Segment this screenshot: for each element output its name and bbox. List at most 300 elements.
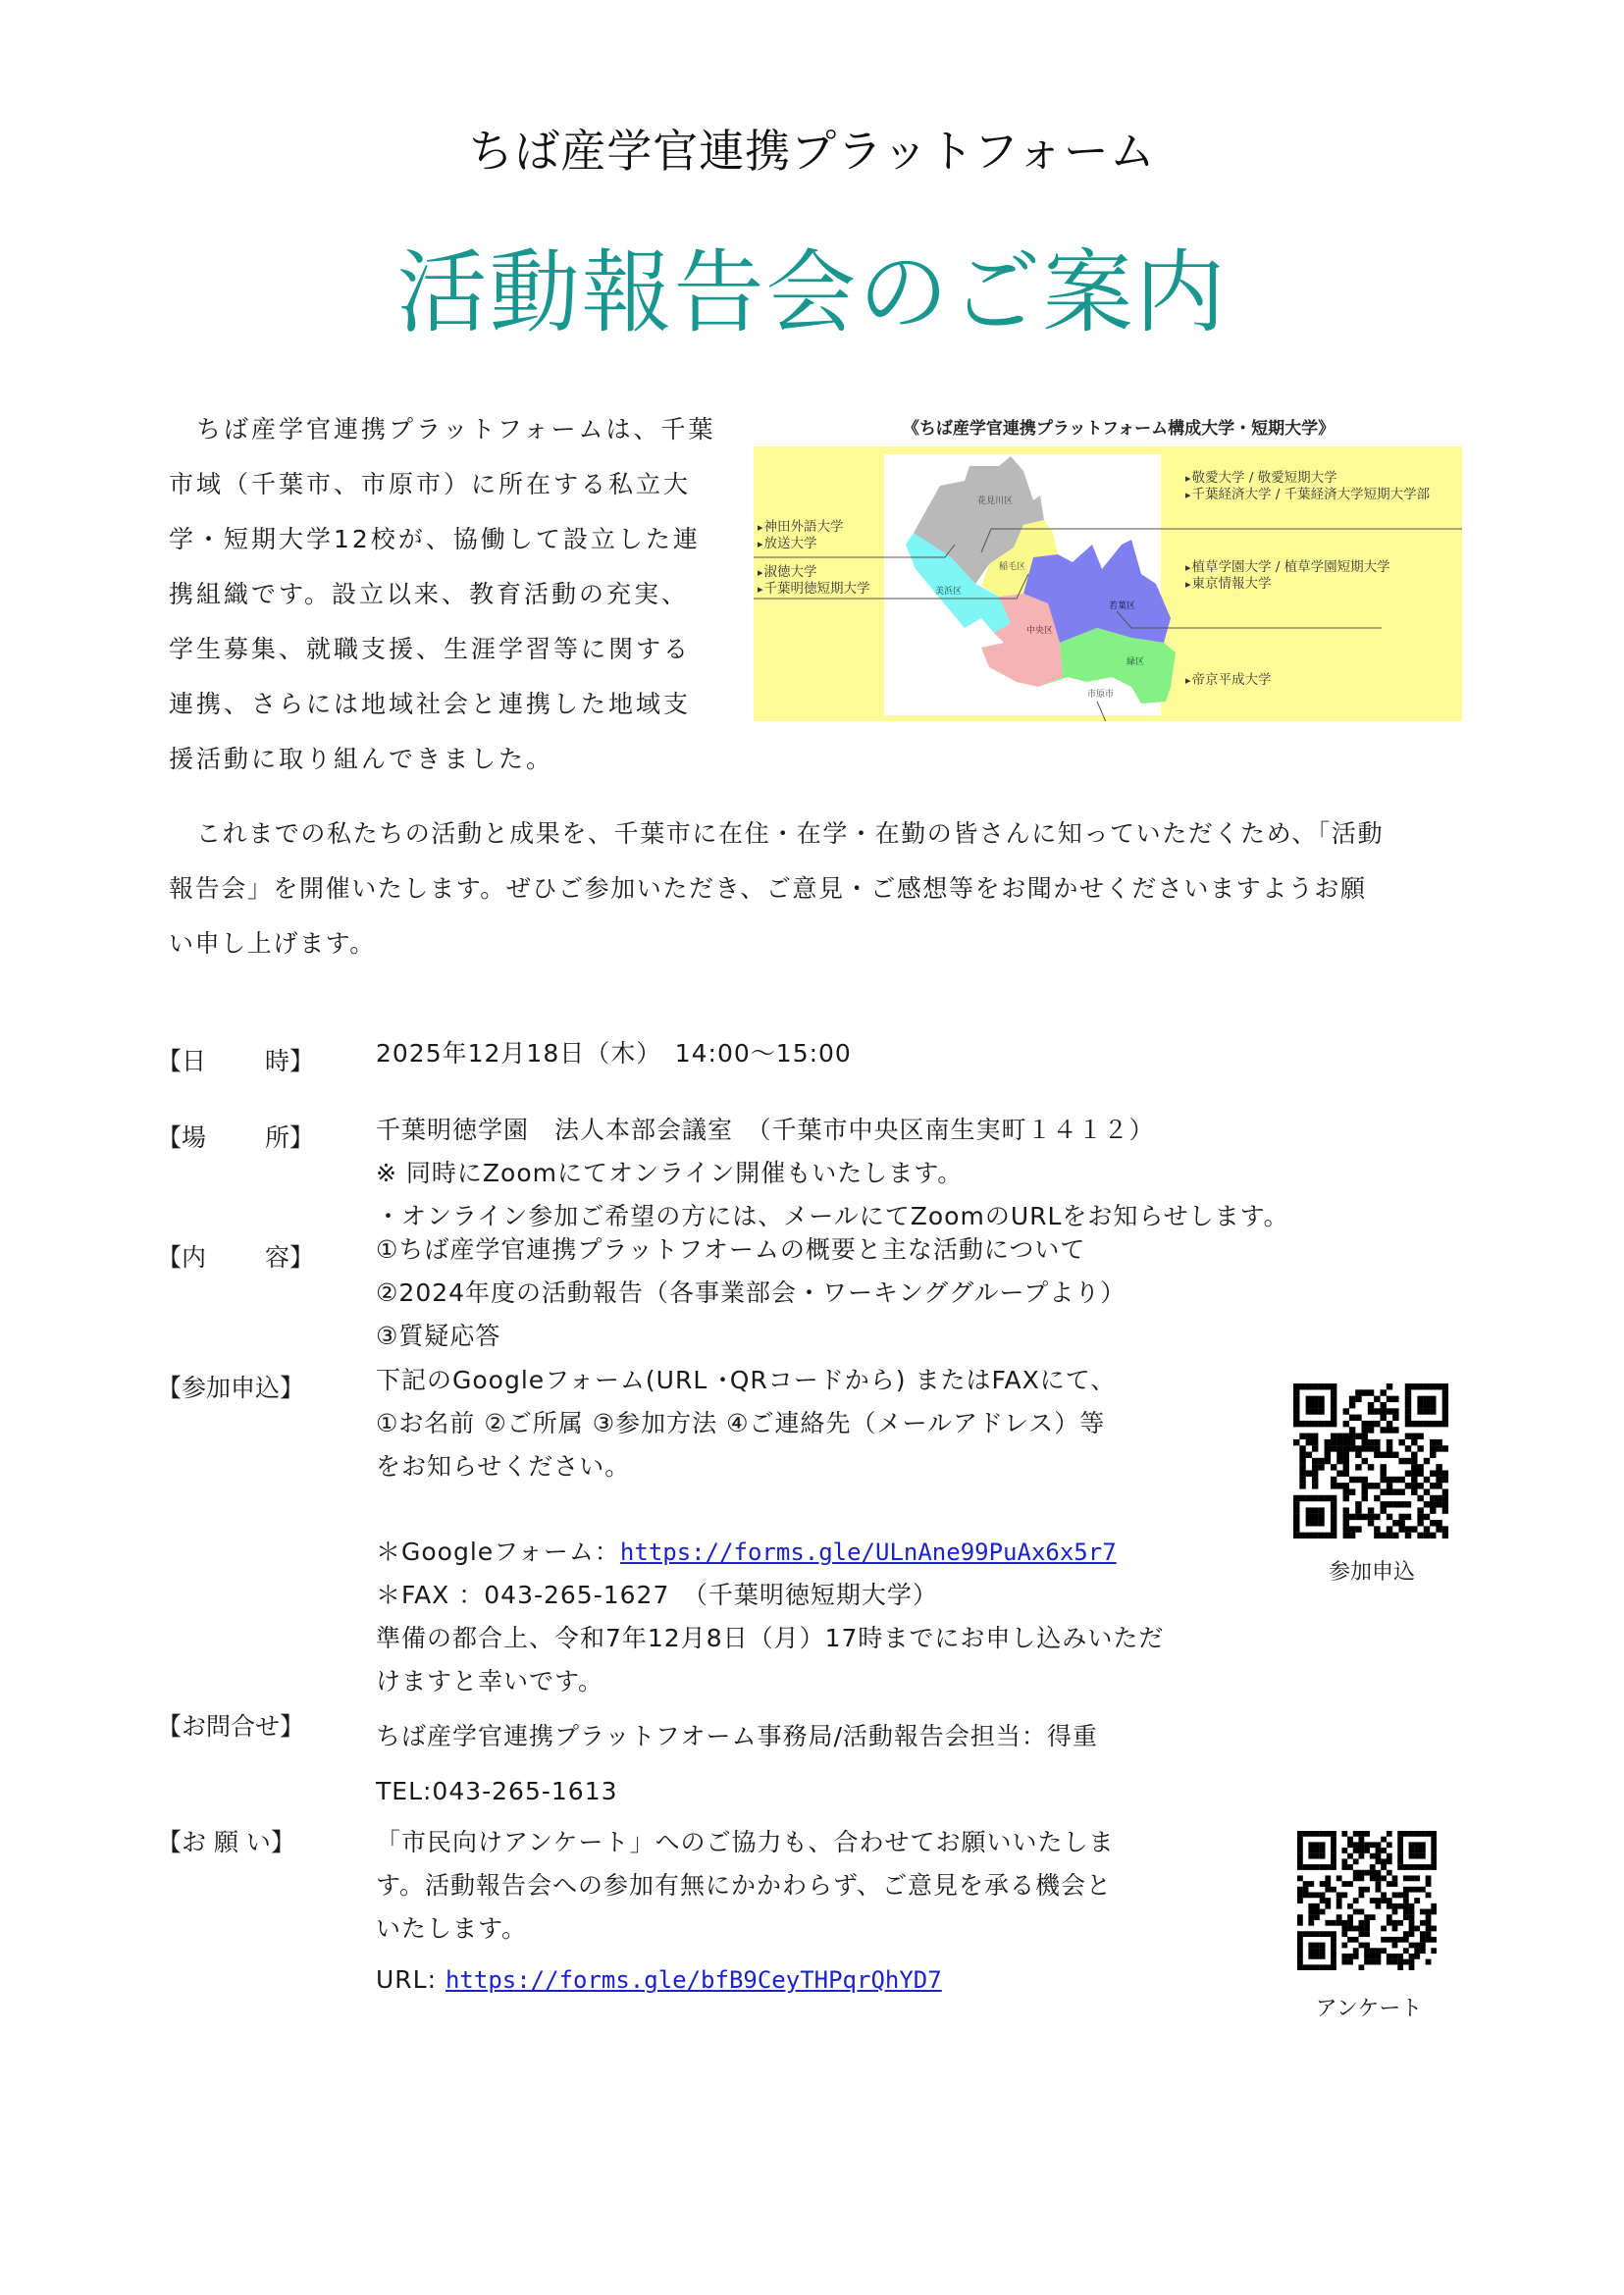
qr-module	[1403, 1892, 1409, 1898]
qr-module	[1381, 1864, 1387, 1870]
qr-module	[1353, 1875, 1359, 1881]
qr-module	[1431, 1848, 1437, 1853]
qr-module	[1320, 1831, 1326, 1837]
apply-line: 下記のGoogleフォーム(URL ･QRコードから) またはFAXにて、	[376, 1366, 1117, 1394]
intro-line: ちば産学官連携プラットフォームは、千葉	[196, 415, 716, 443]
qr-module	[1417, 1483, 1423, 1488]
district-label: 若葉区	[1109, 601, 1136, 611]
qr-module	[1397, 1959, 1403, 1965]
qr-module	[1297, 1959, 1303, 1965]
qr-module	[1347, 1853, 1353, 1859]
qr-module	[1392, 1926, 1398, 1932]
content-value	[376, 1228, 1126, 1358]
qr-module	[1349, 1477, 1355, 1483]
qr-module	[1341, 1864, 1347, 1870]
qr-module	[1320, 1892, 1326, 1898]
qr-module	[1306, 1507, 1312, 1513]
qr-module	[1358, 1842, 1364, 1848]
qr-module	[1343, 1408, 1349, 1414]
qr-module	[1343, 1464, 1349, 1470]
qr-module	[1297, 1853, 1303, 1859]
qr-module	[1398, 1439, 1404, 1445]
apply-line: をお知らせください。	[376, 1452, 631, 1481]
qr-module	[1331, 1501, 1336, 1507]
qr-module	[1376, 1848, 1382, 1853]
qr-module	[1312, 1514, 1318, 1520]
qr-module	[1376, 1870, 1382, 1876]
qr-module	[1381, 1926, 1387, 1932]
qr-module	[1436, 1520, 1441, 1526]
qr-module	[1331, 1943, 1336, 1949]
qr-module	[1331, 1464, 1336, 1470]
qr-module	[1381, 1937, 1387, 1943]
qr-module	[1436, 1421, 1441, 1427]
qr-module	[1414, 1864, 1420, 1870]
qr-module	[1414, 1887, 1420, 1893]
qr-module	[1426, 1926, 1432, 1932]
qr-module	[1293, 1495, 1299, 1501]
qr-module	[1325, 1904, 1331, 1909]
qr-module	[1392, 1452, 1398, 1458]
qr-module	[1364, 1943, 1370, 1949]
qr-module	[1312, 1507, 1318, 1513]
qr-module	[1411, 1439, 1417, 1445]
qr-module	[1430, 1495, 1436, 1501]
qr-module	[1306, 1520, 1312, 1526]
qr-module	[1420, 1943, 1426, 1949]
label-venue: 【場 所】	[157, 1123, 314, 1152]
qr-module	[1403, 1887, 1409, 1893]
qr-module	[1293, 1402, 1299, 1408]
qr-module	[1417, 1402, 1423, 1408]
qr-module	[1381, 1875, 1387, 1881]
qr-module	[1397, 1954, 1403, 1959]
qr-module	[1303, 1892, 1309, 1898]
qr-module	[1380, 1488, 1386, 1494]
qr-module	[1381, 1948, 1387, 1954]
qr-module	[1387, 1842, 1392, 1848]
qr-module	[1380, 1507, 1386, 1513]
survey-link[interactable]: https://forms.gle/bfB9CeyTHPqrQhYD7	[445, 1966, 942, 1994]
qr-module	[1411, 1470, 1417, 1476]
qr-module	[1353, 1848, 1359, 1853]
qr-module	[1331, 1887, 1336, 1893]
qr-module	[1430, 1520, 1436, 1526]
qr-module	[1442, 1389, 1448, 1395]
qr-module	[1308, 1920, 1314, 1926]
qr-module	[1355, 1389, 1361, 1395]
qr-module	[1325, 1445, 1331, 1451]
qr-module	[1318, 1458, 1324, 1464]
qr-module	[1430, 1533, 1436, 1539]
qr-module	[1341, 1848, 1347, 1853]
qr-module	[1303, 1831, 1309, 1837]
qr-module	[1325, 1898, 1331, 1904]
venue-line: ※ 同時にZoomにてオンライン開催もいたします。	[376, 1159, 964, 1187]
qr-module	[1411, 1488, 1417, 1494]
qr-module	[1442, 1488, 1448, 1494]
qr-module	[1387, 1870, 1392, 1876]
qr-module	[1353, 1954, 1359, 1959]
contact-value	[376, 1709, 1098, 1819]
qr-module	[1331, 1831, 1336, 1837]
qr-module	[1397, 1837, 1403, 1843]
qr-module	[1368, 1464, 1374, 1470]
map-caption: 《ちば産学官連携プラットフォーム構成大学・短期大学》	[902, 419, 1336, 439]
intro-line: 携組織です。設立以来、教育活動の充実、	[169, 580, 690, 608]
qr-module	[1442, 1445, 1448, 1451]
qr-module	[1431, 1937, 1437, 1943]
qr-module	[1414, 1853, 1420, 1859]
qr-module	[1358, 1892, 1364, 1898]
qr-module	[1403, 1914, 1409, 1920]
qr-module	[1387, 1439, 1392, 1445]
qr-module	[1314, 1943, 1320, 1949]
qr-module	[1368, 1439, 1374, 1445]
qr-module	[1306, 1383, 1312, 1389]
qr-module	[1364, 1948, 1370, 1954]
qr-module	[1303, 1881, 1309, 1887]
qr-module	[1362, 1483, 1368, 1488]
para-line: い申し上げます。	[169, 929, 376, 958]
qr-module	[1392, 1881, 1398, 1887]
qr-module	[1312, 1434, 1318, 1439]
qr-module	[1368, 1408, 1374, 1414]
qr-module	[1293, 1415, 1299, 1421]
qr-module	[1308, 1943, 1314, 1949]
qr-module	[1403, 1904, 1409, 1909]
qr-module	[1387, 1831, 1392, 1837]
qr-module	[1442, 1396, 1448, 1402]
qr-module	[1299, 1495, 1305, 1501]
qr-module	[1420, 1853, 1426, 1859]
qr-module	[1349, 1434, 1355, 1439]
qr-module	[1417, 1495, 1423, 1501]
venue-line: 千葉明徳学園 法人本部会議室 （千葉市中央区南生実町１４１２）	[376, 1116, 1155, 1144]
qr-module	[1353, 1842, 1359, 1848]
district-label: 美浜区	[935, 587, 963, 597]
qr-module	[1420, 1948, 1426, 1954]
intro-line: 連携、さらには地域社会と連携した地域支	[169, 690, 692, 718]
qr-module	[1331, 1396, 1336, 1402]
request-line: 「市民向けアンケート」へのご協力も、合わせてお願いいたしま	[376, 1828, 1115, 1856]
qr-module	[1392, 1533, 1398, 1539]
venue-line: ・オンライン参加ご希望の方には、メールにてZoomのURLをお知らせします。	[376, 1202, 1289, 1230]
qr-module	[1341, 1831, 1347, 1837]
qr-module	[1403, 1875, 1409, 1881]
qr-module	[1306, 1434, 1312, 1439]
qr-module	[1436, 1445, 1441, 1451]
qr-module	[1343, 1533, 1349, 1539]
label-datetime: 【日 時】	[157, 1047, 314, 1075]
qr-module	[1353, 1870, 1359, 1876]
qr-module	[1376, 1887, 1382, 1893]
qr-module	[1364, 1926, 1370, 1932]
qr-module	[1420, 1909, 1426, 1915]
qr-module	[1430, 1470, 1436, 1476]
qr-module	[1376, 1842, 1382, 1848]
qr-module	[1312, 1483, 1318, 1488]
qr-module	[1349, 1488, 1355, 1494]
fax-line: ＊FAX ：043-265-1627 （千葉明徳短期大学）	[376, 1581, 938, 1609]
qr-code-apply[interactable]	[1293, 1383, 1448, 1539]
qr-module	[1426, 1931, 1432, 1937]
qr-module	[1320, 1954, 1326, 1959]
qr-module	[1318, 1514, 1324, 1520]
qr-module	[1331, 1853, 1336, 1859]
qr-module	[1293, 1396, 1299, 1402]
qr-module	[1430, 1439, 1436, 1445]
qr-module	[1336, 1920, 1342, 1926]
qr-module	[1426, 1959, 1432, 1965]
qr-module	[1442, 1533, 1448, 1539]
qr-module	[1341, 1959, 1347, 1965]
contact-tel: TEL:043-265-1613	[376, 1777, 618, 1805]
qr-module	[1420, 1848, 1426, 1853]
qr-module	[1405, 1501, 1411, 1507]
qr-module	[1336, 1458, 1342, 1464]
qr-module	[1343, 1526, 1349, 1532]
qr-module	[1417, 1383, 1423, 1389]
qr-module	[1297, 1964, 1303, 1970]
qr-module	[1318, 1507, 1324, 1513]
qr-module	[1362, 1389, 1368, 1395]
qr-module	[1353, 1937, 1359, 1943]
intro-paragraph	[169, 402, 726, 787]
qr-module	[1442, 1507, 1448, 1513]
qr-module	[1314, 1914, 1320, 1920]
qr-module	[1442, 1408, 1448, 1414]
uni-group-left-bottom	[758, 564, 870, 598]
qr-module	[1414, 1898, 1420, 1904]
qr-module	[1349, 1445, 1355, 1451]
qr-module	[1403, 1931, 1409, 1937]
qr-module	[1325, 1439, 1331, 1445]
page-title: 活動報告会のご案内	[396, 240, 1228, 345]
qr-survey-label: アンケート	[1315, 1997, 1423, 2021]
qr-module	[1380, 1533, 1386, 1539]
qr-module	[1364, 1931, 1370, 1937]
qr-module	[1347, 1914, 1353, 1920]
qr-module	[1392, 1943, 1398, 1949]
qr-module	[1405, 1389, 1411, 1395]
qr-module	[1411, 1421, 1417, 1427]
qr-module	[1297, 1831, 1303, 1837]
qr-module	[1306, 1439, 1312, 1445]
qr-module	[1398, 1520, 1404, 1526]
qr-module	[1424, 1533, 1430, 1539]
qr-module	[1336, 1445, 1342, 1451]
qr-module	[1420, 1920, 1426, 1926]
qr-module	[1442, 1495, 1448, 1501]
qr-module	[1331, 1864, 1336, 1870]
qr-module	[1299, 1477, 1305, 1483]
qr-module	[1431, 1842, 1437, 1848]
qr-module	[1297, 1848, 1303, 1853]
qr-module	[1306, 1514, 1312, 1520]
qr-module	[1430, 1452, 1436, 1458]
survey-url-line	[376, 1958, 1115, 2002]
qr-module	[1431, 1858, 1437, 1864]
qr-module	[1331, 1514, 1336, 1520]
qr-module	[1341, 1881, 1347, 1887]
qr-module	[1405, 1421, 1411, 1427]
qr-module	[1299, 1458, 1305, 1464]
qr-module	[1349, 1514, 1355, 1520]
qr-module	[1303, 1887, 1309, 1893]
uni-item: ▸ 千葉明徳短期大学	[758, 581, 870, 598]
qr-module	[1403, 1864, 1409, 1870]
qr-module	[1355, 1464, 1361, 1470]
qr-module	[1331, 1948, 1336, 1954]
qr-module	[1387, 1904, 1392, 1909]
qr-module	[1318, 1464, 1324, 1470]
qr-module	[1397, 1858, 1403, 1864]
google-form-link[interactable]: https://forms.gle/ULnAne99PuAx6x5r7	[619, 1539, 1117, 1566]
qr-module	[1336, 1875, 1342, 1881]
qr-module	[1403, 1948, 1409, 1954]
qr-module	[1308, 1914, 1314, 1920]
qr-module	[1318, 1421, 1324, 1427]
qr-module	[1325, 1421, 1331, 1427]
qr-module	[1387, 1477, 1392, 1483]
qr-module	[1392, 1501, 1398, 1507]
qr-module	[1312, 1495, 1318, 1501]
qr-module	[1331, 1389, 1336, 1395]
qr-module	[1392, 1415, 1398, 1421]
qr-module	[1436, 1470, 1441, 1476]
contact-office: ちば産学官連携プラットフオーム事務局/活動報告会担当：得重	[376, 1722, 1098, 1750]
qr-module	[1358, 1943, 1364, 1949]
qr-module	[1376, 1875, 1382, 1881]
qr-module	[1409, 1914, 1415, 1920]
qr-module	[1431, 1904, 1437, 1909]
qr-module	[1431, 1909, 1437, 1915]
qr-module	[1392, 1920, 1398, 1926]
qr-module	[1297, 1948, 1303, 1954]
qr-module	[1293, 1533, 1299, 1539]
qr-module	[1392, 1488, 1398, 1494]
qr-module	[1331, 1408, 1336, 1414]
qr-module	[1417, 1445, 1423, 1451]
intro-line: 援活動に取り組んできました。	[169, 745, 554, 773]
qr-module	[1347, 1837, 1353, 1843]
qr-module	[1325, 1452, 1331, 1458]
qr-module	[1331, 1837, 1336, 1843]
qr-module	[1430, 1408, 1436, 1414]
qr-module	[1405, 1483, 1411, 1488]
qr-module	[1387, 1898, 1392, 1904]
qr-module	[1349, 1439, 1355, 1445]
qr-module	[1320, 1853, 1326, 1859]
qr-module	[1306, 1533, 1312, 1539]
qr-module	[1312, 1470, 1318, 1476]
qr-module	[1343, 1514, 1349, 1520]
qr-module	[1430, 1396, 1436, 1402]
qr-module	[1420, 1831, 1426, 1837]
qr-apply-label: 参加申込	[1328, 1560, 1415, 1585]
qr-module	[1397, 1920, 1403, 1926]
qr-module	[1297, 1914, 1303, 1920]
qr-module	[1430, 1421, 1436, 1427]
qr-module	[1320, 1943, 1326, 1949]
qr-code-survey[interactable]	[1297, 1831, 1437, 1970]
qr-module	[1312, 1477, 1318, 1483]
qr-module	[1387, 1445, 1392, 1451]
qr-module	[1347, 1937, 1353, 1943]
qr-module	[1325, 1964, 1331, 1970]
qr-module	[1387, 1383, 1392, 1389]
qr-module	[1355, 1526, 1361, 1532]
qr-module	[1380, 1408, 1386, 1414]
qr-module	[1392, 1875, 1398, 1881]
qr-module	[1325, 1533, 1331, 1539]
qr-module	[1308, 1842, 1314, 1848]
deadline-line: けますと幸いです。	[376, 1667, 604, 1695]
qr-module	[1387, 1959, 1392, 1965]
qr-module	[1430, 1445, 1436, 1451]
qr-module	[1314, 1831, 1320, 1837]
qr-module	[1349, 1533, 1355, 1539]
qr-module	[1374, 1526, 1380, 1532]
qr-module	[1318, 1402, 1324, 1408]
qr-module	[1325, 1831, 1331, 1837]
qr-module	[1358, 1831, 1364, 1837]
qr-module	[1347, 1842, 1353, 1848]
qr-module	[1336, 1892, 1342, 1898]
qr-module	[1426, 1937, 1432, 1943]
qr-module	[1403, 1831, 1409, 1837]
qr-module	[1442, 1402, 1448, 1408]
qr-module	[1411, 1526, 1417, 1532]
qr-module	[1325, 1920, 1331, 1926]
qr-module	[1320, 1881, 1326, 1887]
uni-group-top-right	[1185, 470, 1430, 503]
qr-module	[1306, 1421, 1312, 1427]
label-contact: 【お問合せ】	[157, 1712, 305, 1741]
qr-module	[1426, 1892, 1432, 1898]
qr-module	[1343, 1488, 1349, 1494]
qr-module	[1368, 1520, 1374, 1526]
qr-module	[1293, 1501, 1299, 1507]
qr-module	[1320, 1964, 1326, 1970]
qr-module	[1362, 1421, 1368, 1427]
qr-module	[1297, 1931, 1303, 1937]
qr-module	[1370, 1842, 1376, 1848]
qr-module	[1320, 1842, 1326, 1848]
qr-module	[1409, 1959, 1415, 1965]
qr-module	[1392, 1909, 1398, 1915]
qr-module	[1358, 1870, 1364, 1876]
qr-module	[1297, 1920, 1303, 1926]
qr-module	[1420, 1864, 1426, 1870]
qr-module	[1409, 1964, 1415, 1970]
qr-module	[1376, 1898, 1382, 1904]
qr-module	[1398, 1488, 1404, 1494]
qr-module	[1381, 1892, 1387, 1898]
qr-module	[1387, 1914, 1392, 1920]
qr-module	[1380, 1501, 1386, 1507]
qr-module	[1353, 1898, 1359, 1904]
qr-module	[1370, 1870, 1376, 1876]
qr-module	[1358, 1875, 1364, 1881]
qr-module	[1358, 1964, 1364, 1970]
qr-module	[1409, 1831, 1415, 1837]
qr-module	[1424, 1488, 1430, 1494]
qr-module	[1314, 1892, 1320, 1898]
uni-item: ▸ 東京情報大学	[1185, 576, 1390, 593]
qr-module	[1293, 1439, 1299, 1445]
